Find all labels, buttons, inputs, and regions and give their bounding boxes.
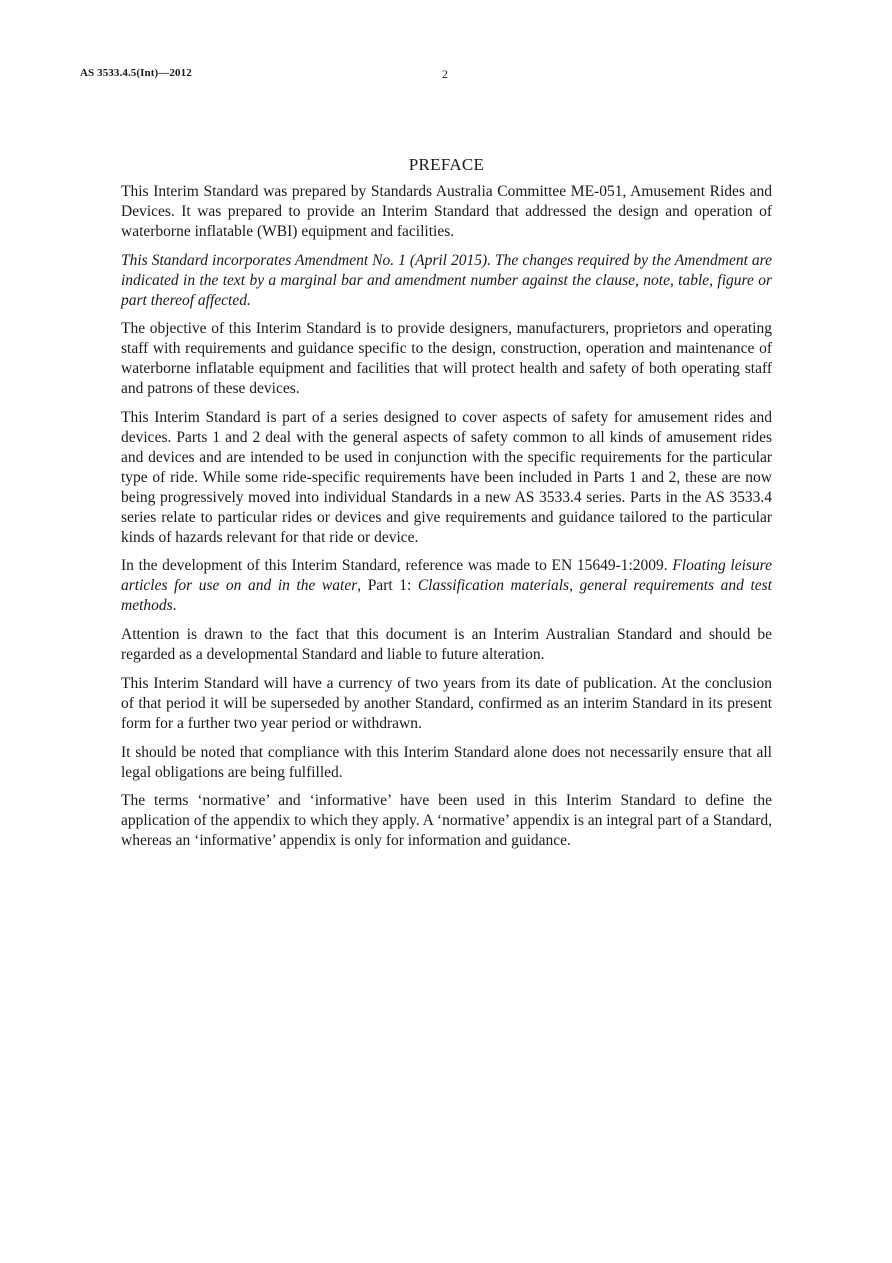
paragraph-amendment-note xyxy=(121,251,772,311)
preface-section xyxy=(121,155,772,860)
page-number: 2 xyxy=(442,67,448,81)
paragraph-reference xyxy=(121,556,772,616)
reference-intro: In the development of this Interim Standard, reference was made to EN 15649-1:2009. xyxy=(121,557,673,575)
paragraph-currency: This Interim Standard will have a currency of two years from its date of publication. At the conclusion of that period it will be superseded by another Standard, confirmed as an interim Standard in its present form for a further two year period or withdrawn. xyxy=(121,674,772,732)
paragraph-interim-status: Attention is drawn to the fact that this document is an Interim Australian Standard and should be regarded as a developmental Standard and liable to future alteration. xyxy=(121,626,772,664)
reference-end: . xyxy=(172,597,177,615)
reference-part-label: , Part 1: xyxy=(357,577,418,595)
paragraph-legal-note: It should be noted that compliance with this Interim Standard alone does not necessarily ensure that all legal obligations are being fulfilled. xyxy=(121,743,772,781)
paragraph-series: This Interim Standard is part of a series designed to cover aspects of safety for amusement rides and devices. Parts 1 and 2 deal with the general aspects of safety common to all kinds of amusement rides and devices and are intended to be used in conjunction with the specific requirements for the particular type of ride. While some ride-specific requirements have been included in Parts 1 and 2, these are now being progressively moved into individual Standards in a new AS 3533.4 series. Parts in the AS 3533.4 series relate to particular rides or devices and give requirements and guidance tailored to the particular kinds of hazards relevant for that ride or device. xyxy=(121,409,772,546)
paragraph-objective: The objective of this Interim Standard is to provide designers, manufacturers, proprietors and operating staff with requirements and guidance specific to the design, construction, operation and maintenance of waterborne inflatable equipment and facilities that will protect health and safety of both operating staff and patrons of these devices. xyxy=(121,320,772,398)
section-title: PREFACE xyxy=(408,155,485,174)
paragraph-terms: The terms ‘normative’ and ‘informative’ have been used in this Interim Standard to define the application of the appendix to which they apply. A ‘normative’ appendix is an integral part of a Standard, whereas an ‘informative’ appendix is only for information and guidance. xyxy=(121,792,772,850)
reference-part-title: Classification materials, general requirements and test methods xyxy=(121,577,772,615)
paragraph-committee: This Interim Standard was prepared by Standards Australia Committee ME-051, Amusement Rides and Devices. It was prepared to provide an Interim Standard that addressed the design and operation of waterborne inflatable (WBI) equipment and facilities. xyxy=(121,183,772,240)
reference-title: Floating leisure articles for use on and in the water xyxy=(121,557,773,595)
page-header xyxy=(80,67,820,85)
amendment-note-text: This Standard incorporates Amendment No. 1 (April 2015). The changes required by the Amendment are indicated in the text by a marginal bar and amendment number against the clause, note, table, figure or part thereof affected. xyxy=(121,251,772,309)
document-id: AS 3533.4.5(Int)—2012 xyxy=(80,67,192,79)
